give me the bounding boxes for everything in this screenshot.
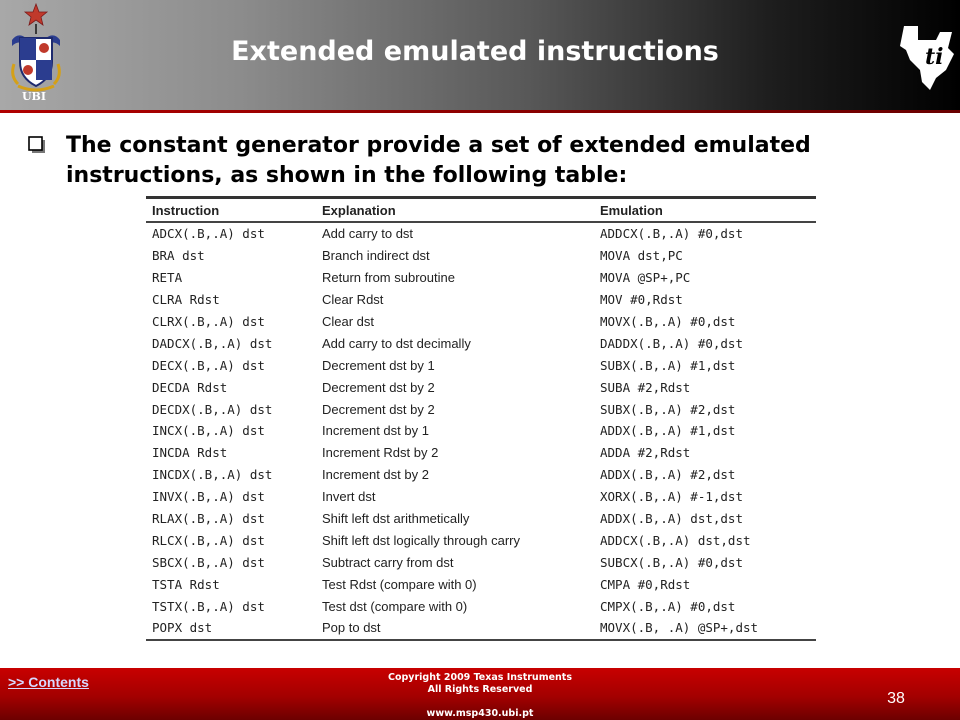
cell-instruction: SBCX(.B,.A) dst (152, 554, 265, 570)
cell-emulation: MOVA dst,PC (600, 248, 683, 264)
cell-emulation: XORX(.B,.A) #-1,dst (600, 489, 743, 505)
table-row (146, 442, 816, 464)
table-row (146, 245, 816, 267)
cell-emulation: CMPX(.B,.A) #0,dst (600, 598, 736, 614)
table-row (146, 508, 816, 530)
cell-explanation: Test dst (compare with 0) (322, 598, 468, 614)
cell-emulation: MOV #0,Rdst (600, 292, 683, 308)
cell-emulation: ADDCX(.B,.A) dst,dst (600, 532, 751, 548)
cell-emulation: SUBA #2,Rdst (600, 379, 691, 395)
texas-instruments-logo-icon (896, 18, 960, 94)
cell-explanation: Decrement dst by 2 (322, 379, 435, 395)
cell-explanation: Increment Rdst by 2 (322, 445, 439, 461)
table-row (146, 311, 816, 333)
website-url: www.msp430.ubi.pt (426, 708, 534, 719)
cell-instruction: RETA (152, 270, 183, 286)
svg-text:ti: ti (925, 44, 944, 70)
cell-emulation: CMPA #0,Rdst (600, 576, 691, 592)
cell-emulation: ADDA #2,Rdst (600, 445, 691, 461)
cell-emulation: ADDCX(.B,.A) #0,dst (600, 226, 743, 242)
cell-explanation: Increment dst by 1 (322, 423, 429, 439)
cell-explanation: Add carry to dst decimally (322, 335, 471, 351)
cell-instruction: DECX(.B,.A) dst (152, 357, 265, 373)
cell-explanation: Subtract carry from dst (322, 554, 454, 570)
table-row (146, 595, 816, 617)
cell-explanation: Shift left dst logically through carry (322, 532, 520, 548)
cell-explanation: Shift left dst arithmetically (322, 511, 470, 527)
cell-instruction: CLRX(.B,.A) dst (152, 314, 265, 329)
cell-emulation: SUBX(.B,.A) #1,dst (600, 357, 736, 373)
cell-emulation: ADDX(.B,.A) dst,dst (600, 511, 743, 527)
copyright-notice (300, 672, 660, 696)
cell-instruction: CLRA Rdst (152, 292, 220, 308)
column-header-explanation: Explanation (316, 198, 594, 223)
cell-instruction: INCDX(.B,.A) dst (152, 467, 273, 483)
cell-instruction: RLAX(.B,.A) dst (152, 511, 265, 527)
slide-footer (0, 668, 960, 720)
copyright-line-1: Copyright 2009 Texas Instruments (388, 672, 572, 683)
cell-explanation: Add carry to dst (322, 226, 414, 242)
cell-instruction: POPX dst (146, 617, 316, 640)
table-header-row (146, 198, 816, 223)
cell-explanation: Clear Rdst (322, 292, 384, 308)
copyright-line-2: All Rights Reserved (427, 684, 533, 695)
table-row (146, 529, 816, 551)
table-row (146, 464, 816, 486)
table-row (146, 354, 816, 376)
cell-emulation: SUBCX(.B,.A) #0,dst (600, 554, 743, 570)
cell-instruction: RLCX(.B,.A) dst (152, 532, 265, 548)
cell-instruction: TSTA Rdst (152, 576, 220, 592)
table-row (146, 573, 816, 595)
cell-instruction: INVX(.B,.A) dst (152, 489, 265, 505)
cell-explanation: Test Rdst (compare with 0) (322, 576, 477, 592)
cell-instruction: ADCX(.B,.A) dst (152, 226, 265, 242)
table-row (146, 617, 816, 640)
table-row (146, 376, 816, 398)
instruction-table (146, 196, 816, 666)
table-row (146, 267, 816, 289)
cell-instruction: DECDX(.B,.A) dst (152, 401, 273, 417)
cell-explanation: Decrement dst by 2 (322, 401, 435, 417)
cell-emulation: MOVX(.B, .A) @SP+,dst (594, 617, 816, 640)
table-row (146, 486, 816, 508)
slide-title: Extended emulated instructions (231, 36, 719, 67)
cell-explanation: Branch indirect dst (322, 248, 430, 264)
cell-emulation: ADDX(.B,.A) #2,dst (600, 467, 736, 483)
cell-explanation: Return from subroutine (322, 270, 455, 286)
cell-instruction: TSTX(.B,.A) dst (152, 598, 265, 614)
cell-emulation: ADDX(.B,.A) #1,dst (600, 423, 736, 439)
table-row (146, 289, 816, 311)
header-divider (0, 110, 960, 113)
cell-instruction: DADCX(.B,.A) dst (152, 335, 273, 351)
bullet-text: The constant generator provide a set of extended emulated instructions, as shown in the following table: (66, 133, 811, 188)
cell-emulation: SUBX(.B,.A) #2,dst (600, 401, 736, 417)
table-row (146, 551, 816, 573)
cell-explanation: Clear dst (322, 314, 375, 329)
cell-emulation: MOVA @SP+,PC (600, 270, 691, 286)
slide-header (0, 0, 960, 110)
cell-instruction: DECDA Rdst (152, 379, 228, 395)
column-header-instruction: Instruction (146, 198, 316, 223)
cell-emulation: DADDX(.B,.A) #0,dst (600, 335, 743, 351)
cell-emulation: MOVX(.B,.A) #0,dst (600, 314, 736, 329)
checkbox-bullet-icon (28, 136, 46, 154)
university-label: UBI (21, 90, 47, 103)
cell-explanation: Pop to dst (316, 617, 594, 640)
cell-instruction: INCX(.B,.A) dst (152, 423, 265, 439)
table-row (146, 222, 816, 245)
cell-explanation: Increment dst by 2 (322, 467, 429, 483)
cell-instruction: INCDA Rdst (152, 445, 228, 461)
cell-explanation: Invert dst (322, 489, 376, 505)
cell-instruction: BRA dst (152, 248, 205, 264)
column-header-emulation: Emulation (594, 198, 816, 223)
cell-explanation: Decrement dst by 1 (322, 357, 435, 373)
table-row (146, 420, 816, 442)
page-number: 38 (887, 690, 905, 707)
table-row (146, 398, 816, 420)
table-row (146, 332, 816, 354)
contents-link[interactable]: >> Contents (8, 674, 89, 690)
